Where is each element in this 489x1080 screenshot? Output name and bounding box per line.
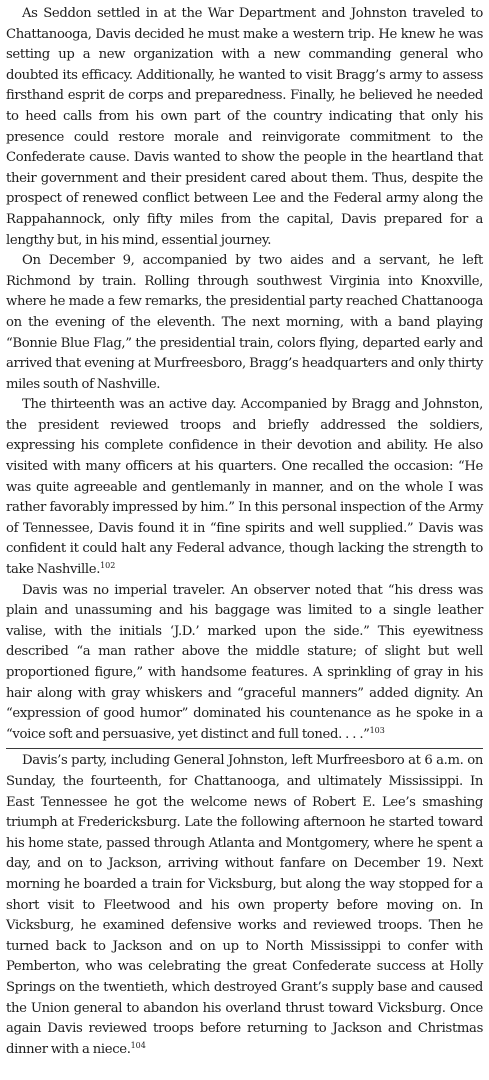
paragraph-text: The thirteenth was an active day. Accompanied by Bragg and Johnston, the president reviewed troops and briefly addressed the soldiers, expressing his complete confidence in their devotion and ability. He also visited with many officers at his quarters. One recalled the occasion: “He was quite agreeable and gentlemanly in manner, and on the whole I was rather favorably impressed by him.” In this personal inspection of the Army of Tennessee, Davis found it in “fine spirits and well supplied.” Davis was confident it could halt any Federal advance, though lacking the strength to take Nashville. xyxy=(6,397,483,578)
footnote-ref: 103 xyxy=(369,725,385,735)
paragraph-davis-party xyxy=(6,751,483,1060)
footnote-ref: 102 xyxy=(100,561,116,571)
paragraph-text: On December 9, accompanied by two aides and a servant, he left Richmond by train. Rolling through southwest Virginia into Knoxville, where he made a few remarks, the presidential party reached Chattanooga on the evening of the eleventh. The next morning, with a band playing “Bonnie Blue Flag,” the presidential train, colors flying, departed early and arrived that evening at Murfreesboro, Bragg’s headquarters and only thirty miles south of Nashville. xyxy=(6,253,483,392)
paragraph-text: Davis was no imperial traveler. An observer noted that “his dress was plain and unassuming and his baggage was limited to a single leather valise, with the initials ‘J.D.’ marked upon the side.” This eyewitness described “a man rather above the middle stature; of slight but well proportioned figure,” with handsome features. A sprinkling of gray in his hair along with gray whiskers and “graceful manners” added dignity. An “expression of good humor” dominated his countenance as he spoke in a “voice soft and persuasive, yet distinct and full toned. . . .” xyxy=(6,582,483,742)
footnote-ref: 104 xyxy=(130,1040,146,1050)
paragraph-the-thirteenth xyxy=(6,395,483,580)
paragraph-imperial-traveler xyxy=(6,581,483,746)
paragraph-text: As Seddon settled in at the War Department and Johnston traveled to Chattanooga, Davis decided he must make a western trip. He knew he was setting up a new organization with a new commanding general who doubted its efficacy. Additionally, he wanted to visit Bragg’s army to assess firsthand esprit de corps and preparedness. Finally, he believed he needed to heed calls from his own part of the country indicating that only his presence could restore morale and reinvigorate commitment to the Confederate cause. Davis wanted to show the people in the heartland that their government and their president cared about them. Thus, despite the prospect of renewed conflict between Lee and the Federal army along the Rappahannock, only fifty miles from the capital, Davis prepared for a lengthy but, in his mind, essential journey. xyxy=(6,6,483,248)
paragraph-text: Davis’s party, including General Johnston, left Murfreesboro at 6 a.m. on Sunday, the fourteenth, for Chattanooga, and ultimately Mississippi. In East Tennessee he got the welcome news of Robert E. Lee’s smashing triumph at Fredericksburg. Late the following afternoon he started toward his home state, passed through Atlanta and Montgomery, where he spent a day, and on to Jackson, arriving without fanfare on December 19. Next morning he boarded a train for Vicksburg, but along the way stopped for a short visit to Fleetwood and his own property before moving on. In Vicksburg, he examined defensive works and reviewed troops. Then he turned back to Jackson and on up to North Mississippi to confer with Pemberton, who was celebrating the great Confederate success at Holly Springs on the twentieth, which destroyed Grant’s supply base and caused the Union general to abandon his overland thrust toward Vicksburg. Once again Davis reviewed troops before returning to Jackson and Christmas dinner with a niece. xyxy=(6,753,483,1057)
paragraph-december-9 xyxy=(6,251,483,395)
scan-divider-line xyxy=(6,748,483,749)
paragraph-western-trip xyxy=(6,4,483,251)
